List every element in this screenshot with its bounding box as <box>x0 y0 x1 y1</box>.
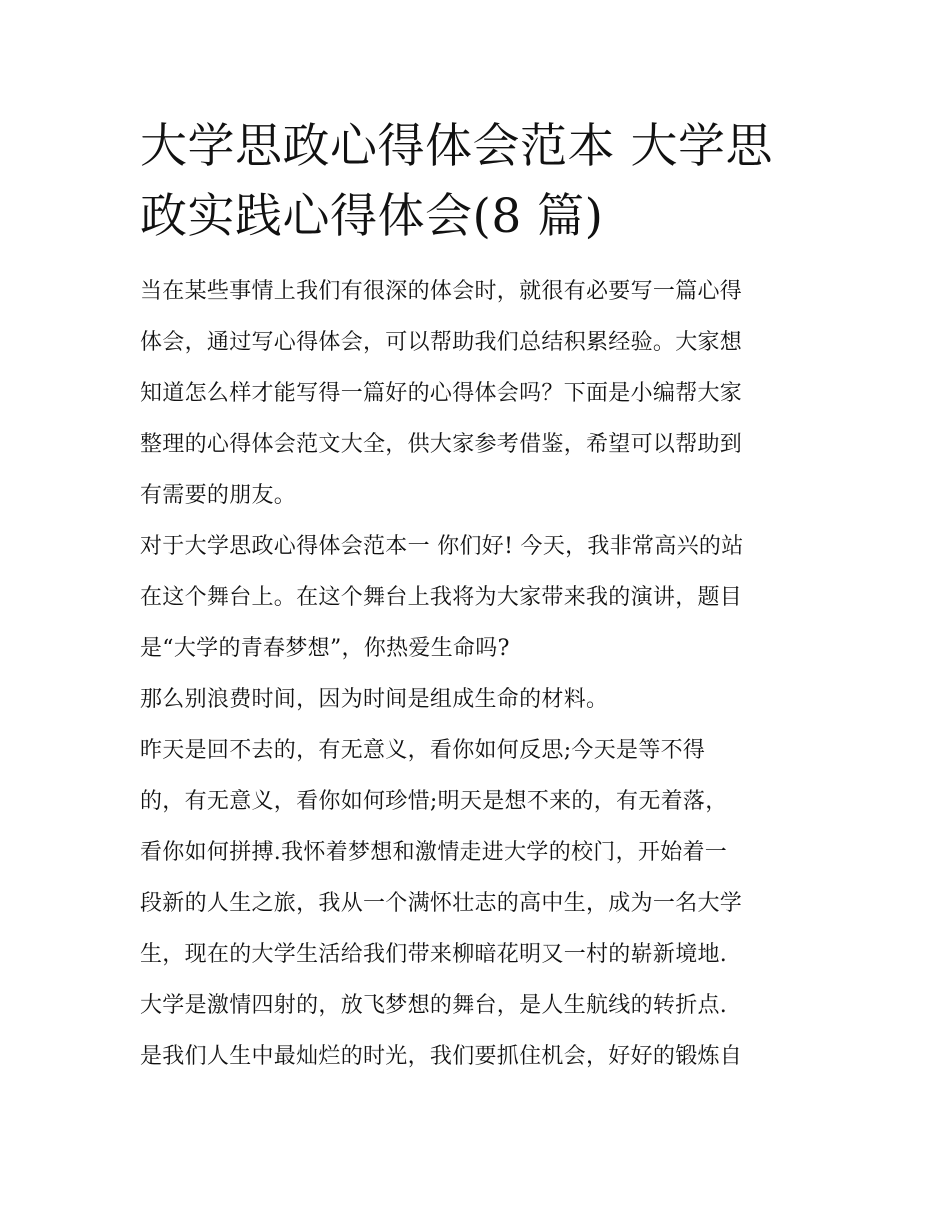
text-line: 整理的心得体会范文大全，供大家参考借鉴，希望可以帮助到 <box>140 432 743 457</box>
paragraph-time <box>140 674 816 725</box>
text-line: 对于大学思政心得体会范本一 你们好! 今天，我非常高兴的站 <box>140 534 744 559</box>
paragraph-intro <box>140 266 816 521</box>
text-line: 有需要的朋友。 <box>140 483 297 508</box>
text-line: 看你如何拼搏.我怀着梦想和激情走进大学的校门，开始着一 <box>140 840 728 865</box>
text-line: 那么别浪费时间，因为时间是组成生命的材料。 <box>140 687 609 712</box>
text-line: 段新的人生之旅，我从一个满怀壮志的高中生，成为一名大学 <box>140 891 743 916</box>
text-line: 的，有无意义，看你如何珍惜;明天是想不来的，有无着落， <box>140 789 728 814</box>
text-line: 当在某些事情上我们有很深的体会时，就很有必要写一篇心得 <box>140 279 743 304</box>
text-line: 是“大学的青春梦想”，你热爱生命吗? <box>140 636 510 661</box>
text-line: 生，现在的大学生活给我们带来柳暗花明又一村的崭新境地. <box>140 942 728 967</box>
text-line: 是我们人生中最灿烂的时光，我们要抓住机会，好好的锻炼自 <box>140 1044 743 1069</box>
page-content <box>140 112 816 1082</box>
text-line: 昨天是回不去的，有无意义，看你如何反思;今天是等不得 <box>140 738 706 763</box>
paragraph-yesterday <box>140 725 816 1082</box>
title-line-1: 大学思政心得体会范本 大学思 <box>140 119 773 174</box>
title-line-2: 政实践心得体会(8 篇) <box>140 189 604 244</box>
text-line: 在这个舞台上。在这个舞台上我将为大家带来我的演讲，题目 <box>140 585 743 610</box>
text-line: 大学是激情四射的，放飞梦想的舞台，是人生航线的转折点. <box>140 993 728 1018</box>
text-line: 知道怎么样才能写得一篇好的心得体会吗？下面是小编帮大家 <box>140 381 743 406</box>
paragraph-essay-one <box>140 521 816 674</box>
document-title <box>140 112 816 252</box>
text-line: 体会，通过写心得体会，可以帮助我们总结积累经验。大家想 <box>140 330 743 355</box>
